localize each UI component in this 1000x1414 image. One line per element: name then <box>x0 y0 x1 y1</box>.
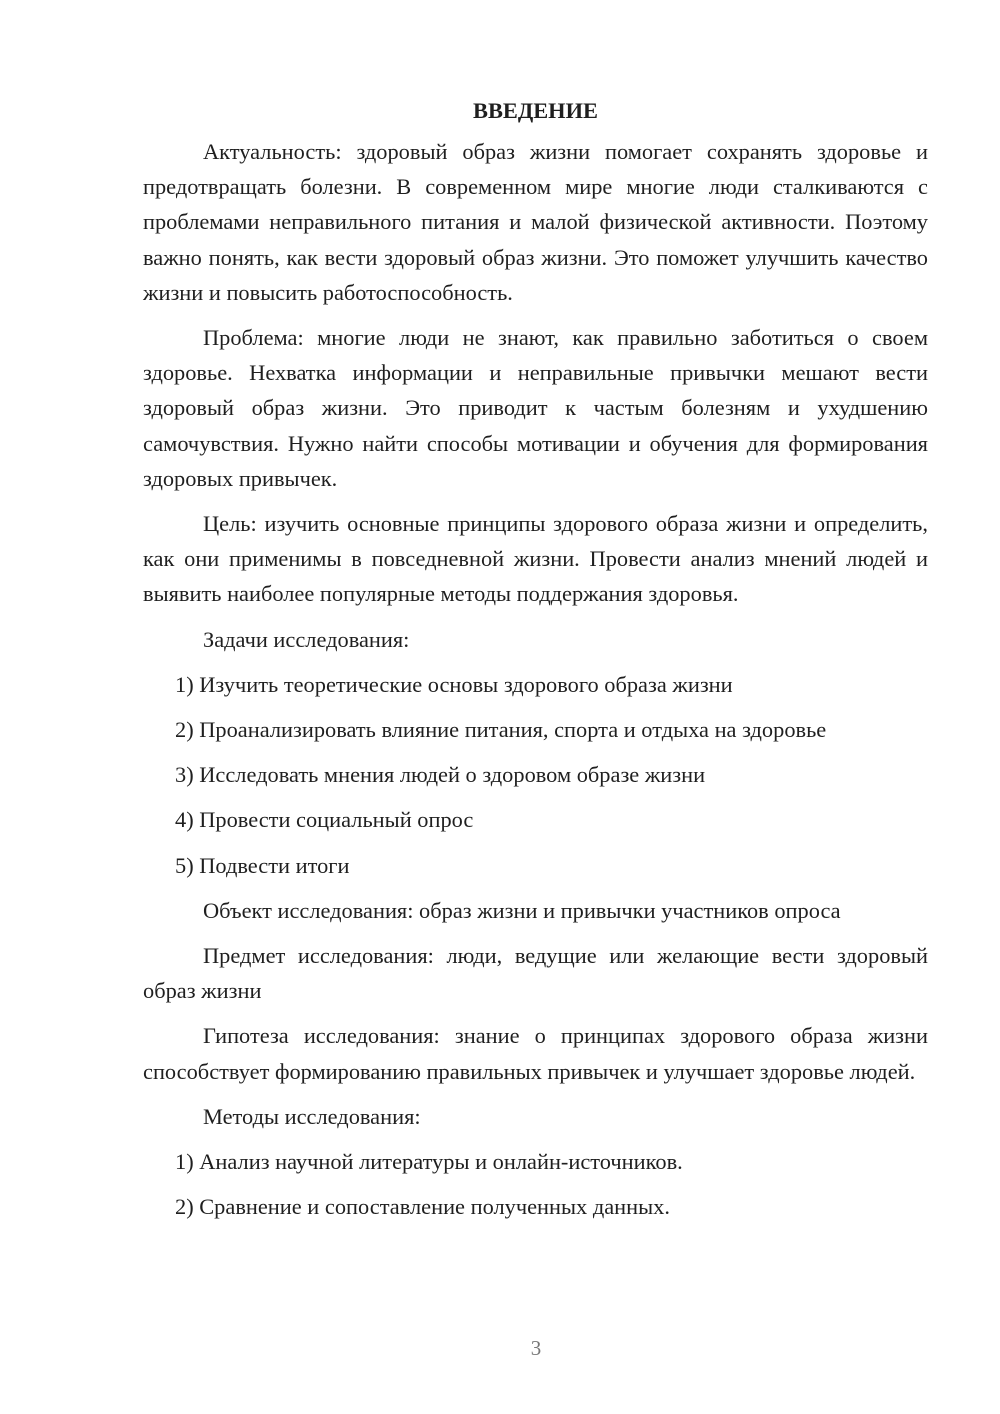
object-paragraph: Объект исследования: образ жизни и привычки участников опроса <box>203 897 841 923</box>
problem-paragraph: Проблема: многие люди не знают, как правильно заботиться о своем здоровье. Нехватка информации и неправильные привычки мешают вести здоровый образ жизни. Это приводит к частым болезням и ухудшению самочувствия. Нужно найти способы мотивации и обучения для формирования здоровых привычек. <box>143 325 928 491</box>
list-item: 3) Исследовать мнения людей о здоровом образе жизни <box>175 762 706 788</box>
tasks-heading: Задачи исследования: <box>203 626 410 652</box>
hypothesis-paragraph: Гипотеза исследования: знание о принципах здорового образа жизни способствует формированию правильных привычек и улучшает здоровье людей. <box>143 1023 928 1084</box>
page-content <box>143 96 928 1234</box>
list-item: 1) Анализ научной литературы и онлайн-источников. <box>175 1149 683 1175</box>
relevance-paragraph: Актуальность: здоровый образ жизни помогает сохранять здоровье и предотвращать болезни. В современном мире многие люди сталкиваются с проблемами неправильного питания и малой физической активности. Поэтому важно понять, как вести здоровый образ жизни. Это поможет улучшить качество жизни и повысить работоспособность. <box>143 139 928 305</box>
subject-paragraph: Предмет исследования: люди, ведущие или желающие вести здоровый образ жизни <box>143 943 928 1004</box>
list-item: 2) Сравнение и сопоставление полученных данных. <box>175 1194 670 1220</box>
section-title: ВВЕДЕНИЕ <box>473 98 598 123</box>
list-item: 4) Провести социальный опрос <box>175 807 474 833</box>
list-item: 2) Проанализировать влияние питания, спорта и отдыха на здоровье <box>175 717 827 743</box>
page-number: 3 <box>530 1336 542 1360</box>
goal-paragraph: Цель: изучить основные принципы здорового образа жизни и определить, как они применимы в повседневной жизни. Провести анализ мнений людей и выявить наиболее популярные методы поддержания здоровья. <box>143 511 928 607</box>
methods-heading: Методы исследования: <box>203 1103 421 1129</box>
methods-list <box>143 1144 928 1224</box>
tasks-list <box>143 667 928 883</box>
list-item: 5) Подвести итоги <box>175 852 350 878</box>
list-item: 1) Изучить теоретические основы здорового образа жизни <box>175 671 733 697</box>
